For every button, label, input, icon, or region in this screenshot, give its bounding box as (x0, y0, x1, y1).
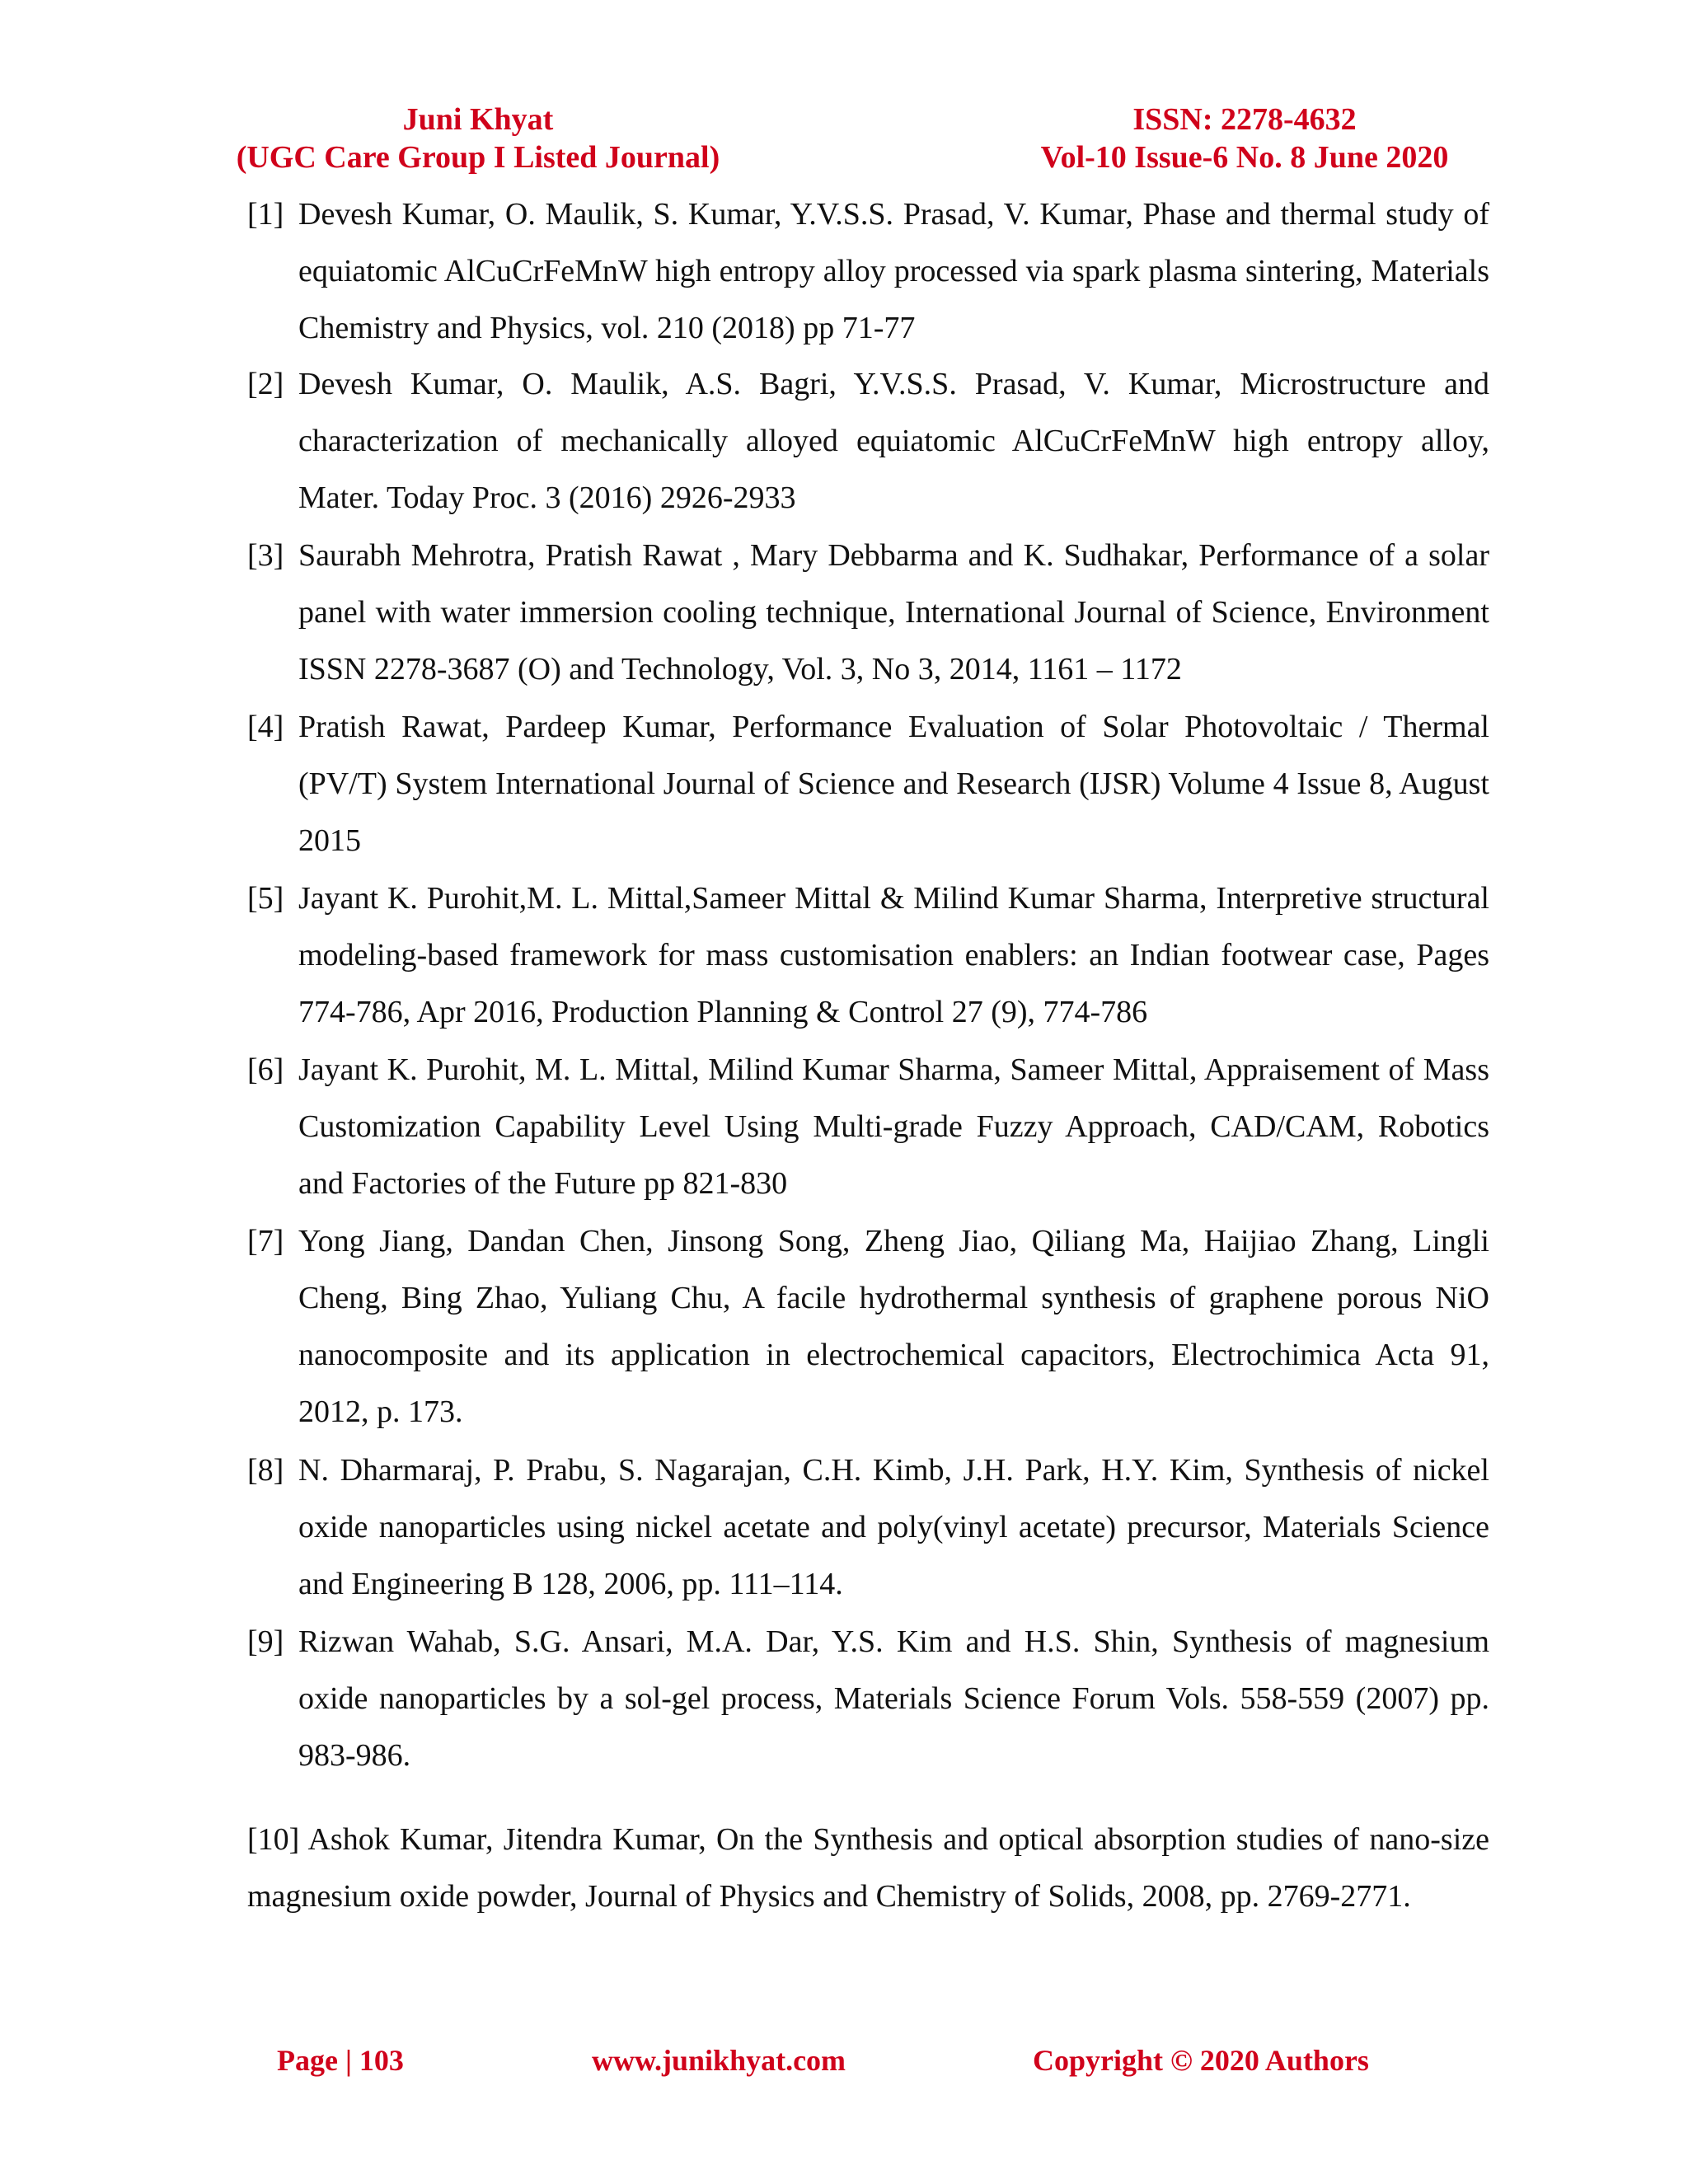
journal-status: (UGC Care Group I Listed Journal) (236, 140, 720, 175)
journal-name: Juni Khyat (402, 102, 554, 137)
reference-item (247, 1811, 1489, 1925)
reference-number: [9] (247, 1624, 284, 1659)
reference-text: Pratish Rawat, Pardeep Kumar, Performance Evaluation of Solar Photovoltaic / Thermal (PV/T) System International Journal of Science and Research (IJSR) Volume 4 Issue 8, August 2015 (298, 710, 1489, 858)
reference-number: [8] (247, 1453, 284, 1488)
reference-text: N. Dharmaraj, P. Prabu, S. Nagarajan, C.H. Kimb, J.H. Park, H.Y. Kim, Synthesis of nickel oxide nanoparticles using nickel acetate and poly(vinyl acetate) precursor, Materials Science and Engineering B 128, 2006, pp. 111–114. (298, 1453, 1489, 1601)
reference-text: Yong Jiang, Dandan Chen, Jinsong Song, Zheng Jiao, Qiliang Ma, Haijiao Zhang, Lingli Cheng, Bing Zhao, Yuliang Chu, A facile hydrothermal synthesis of graphene porous NiO nanocomposite and its application in electrochemical capacitors, Electrochimica Acta 91, 2012, p. 173. (298, 1224, 1489, 1429)
reference-item (247, 870, 1489, 1041)
reference-text: Saurabh Mehrotra, Pratish Rawat , Mary Debbarma and K. Sudhakar, Performance of a solar panel with water immersion cooling technique, International Journal of Science, Environment ISSN 2278-3687 (O) and Technology, Vol. 3, No 3, 2014, 1161 – 1172 (298, 538, 1489, 687)
journal-header-left (223, 101, 734, 176)
copyright-notice: Copyright © 2020 Authors (1033, 2044, 1369, 2077)
reference-item (247, 699, 1489, 869)
reference-number: [1] (247, 197, 284, 232)
reference-number: [7] (247, 1224, 284, 1258)
reference-item (247, 1213, 1489, 1441)
reference-item (247, 1614, 1489, 1784)
reference-item (247, 1442, 1489, 1613)
reference-number: [5] (247, 881, 284, 916)
reference-text: Rizwan Wahab, S.G. Ansari, M.A. Dar, Y.S. Kim and H.S. Shin, Synthesis of magnesium oxide nanoparticles by a sol-gel process, Materials Science Forum Vols. 558-559 (2007) pp. 983-986. (298, 1624, 1489, 1773)
reference-item (247, 356, 1489, 527)
reference-item (247, 1042, 1489, 1212)
reference-number: [10] (247, 1822, 300, 1857)
reference-number: [6] (247, 1052, 284, 1087)
reference-text: Devesh Kumar, O. Maulik, A.S. Bagri, Y.V.S.S. Prasad, V. Kumar, Microstructure and characterization of mechanically alloyed equiatomic AlCuCrFeMnW high entropy alloy, Mater. Today Proc. 3 (2016) 2926-2933 (298, 367, 1489, 515)
journal-volume-issue: Vol-10 Issue-6 No. 8 June 2020 (1040, 140, 1449, 175)
reference-text: Jayant K. Purohit,M. L. Mittal,Sameer Mittal & Milind Kumar Sharma, Interpretive structural modeling-based framework for mass customisation enablers: an Indian footwear case, Pages 774-786, Apr 2016, Production Planning & Control 27 (9), 774-786 (298, 881, 1489, 1029)
reference-number: [2] (247, 367, 284, 401)
reference-number: [3] (247, 538, 284, 573)
reference-text: Ashok Kumar, Jitendra Kumar, On the Synthesis and optical absorption studies of nano-size magnesium oxide powder, Journal of Physics and Chemistry of Solids, 2008, pp. 2769-2771. (247, 1822, 1489, 1914)
reference-item (247, 186, 1489, 357)
reference-text: Jayant K. Purohit, M. L. Mittal, Milind Kumar Sharma, Sameer Mittal, Appraisement of Mass Customization Capability Level Using Multi-grade Fuzzy Approach, CAD/CAM, Robotics and Factories of the Future pp 821-830 (298, 1052, 1489, 1201)
journal-issn: ISSN: 2278-4632 (1132, 102, 1357, 137)
journal-header-right (1014, 101, 1475, 176)
journal-website[interactable]: www.junikhyat.com (592, 2044, 846, 2077)
page-number: Page | 103 (277, 2044, 404, 2077)
reference-text: Devesh Kumar, O. Maulik, S. Kumar, Y.V.S.S. Prasad, V. Kumar, Phase and thermal study of equiatomic AlCuCrFeMnW high entropy alloy processed via spark plasma sintering, Materials Chemistry and Physics, vol. 210 (2018) pp 71-77 (298, 197, 1489, 345)
reference-item (247, 527, 1489, 698)
reference-number: [4] (247, 710, 284, 744)
